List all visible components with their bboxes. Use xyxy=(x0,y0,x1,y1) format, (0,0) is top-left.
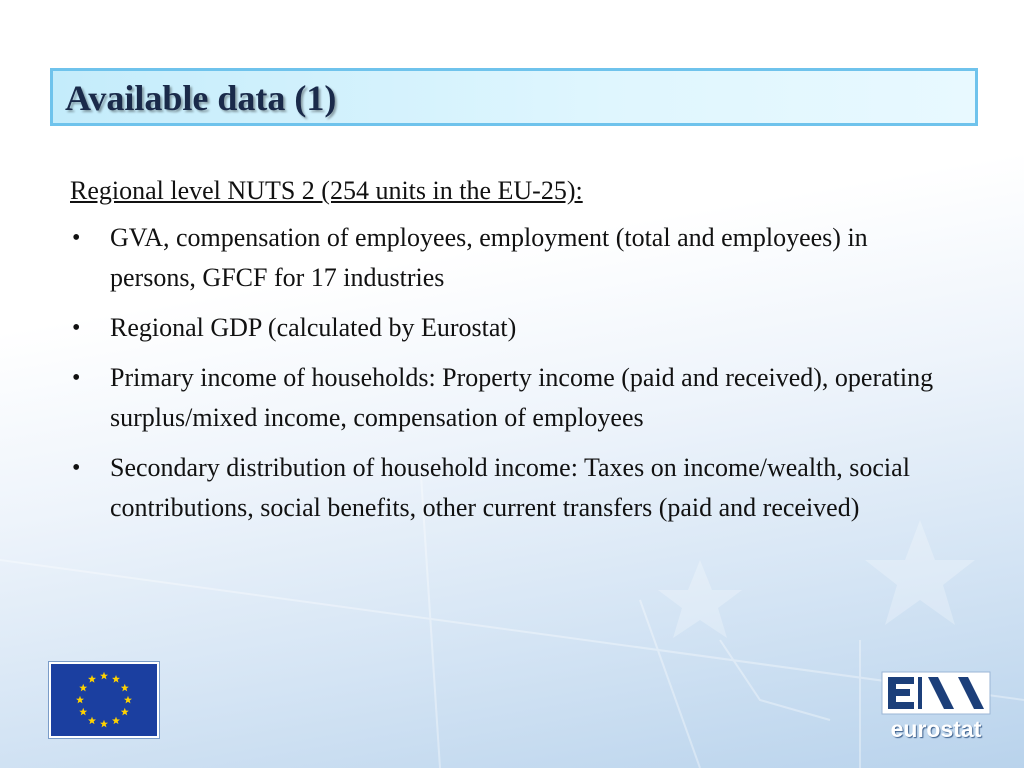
eurostat-logo xyxy=(878,668,994,748)
eu-stars-icon xyxy=(51,664,157,736)
list-item xyxy=(70,448,950,528)
eurostat-wordmark: eurostat xyxy=(890,716,982,742)
subheading: Regional level NUTS 2 (254 units in the EU-25): xyxy=(70,176,583,205)
bullet-text: GVA, compensation of employees, employment (total and employees) in persons, GFCF for 17 industries xyxy=(110,223,868,292)
title-box xyxy=(50,68,978,126)
bullet-text: Primary income of households: Property income (paid and received), operating surplus/mixed income, compensation of employees xyxy=(110,363,934,432)
list-item xyxy=(70,218,950,298)
eu-flag-icon xyxy=(49,662,159,738)
bullet-icon: • xyxy=(72,225,81,251)
bullet-text: Regional GDP (calculated by Eurostat) xyxy=(110,313,517,342)
slide-content xyxy=(70,174,950,538)
eu-star-icon xyxy=(88,717,96,725)
bullet-text: Secondary distribution of household income: Taxes on income/wealth, social contributions, social benefits, other current transfers (paid and received) xyxy=(110,453,910,522)
eu-star-icon xyxy=(124,696,132,704)
eu-star-icon xyxy=(100,720,108,728)
bullet-icon: • xyxy=(72,455,81,481)
list-item xyxy=(70,358,950,438)
eu-star-icon xyxy=(79,708,87,716)
eu-star-icon xyxy=(112,675,120,683)
eu-star-icon xyxy=(100,672,108,680)
eu-star-icon xyxy=(79,684,87,692)
eu-star-icon xyxy=(76,696,84,704)
eurostat-emblem-icon xyxy=(878,668,994,718)
list-item xyxy=(70,308,950,348)
eu-star-icon xyxy=(121,708,129,716)
bullet-icon: • xyxy=(72,315,81,341)
bullet-list xyxy=(70,218,950,528)
eu-star-icon xyxy=(121,684,129,692)
eu-star-icon xyxy=(88,675,96,683)
bullet-icon: • xyxy=(72,365,81,391)
eu-star-icon xyxy=(112,717,120,725)
slide-title: Available data (1) xyxy=(65,78,337,118)
